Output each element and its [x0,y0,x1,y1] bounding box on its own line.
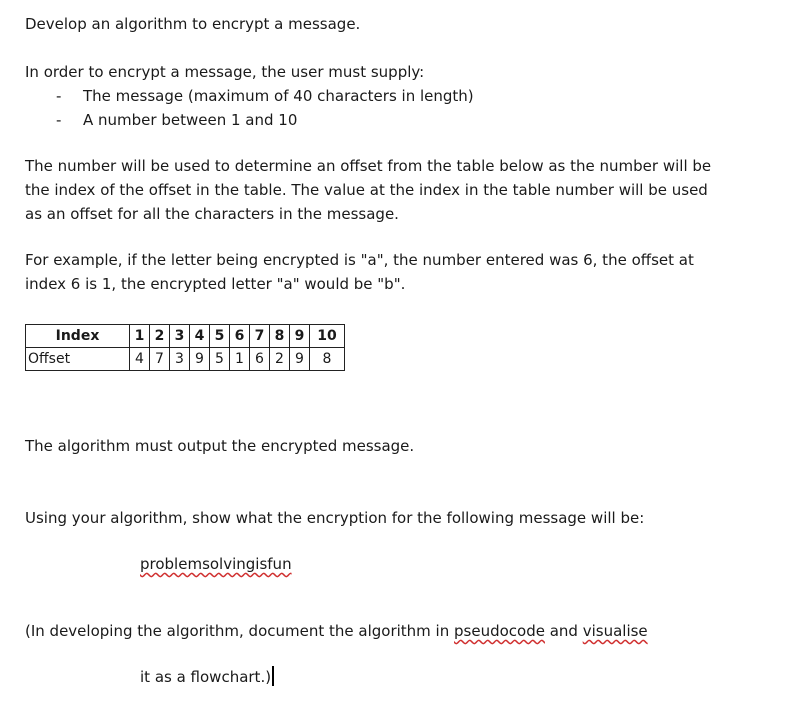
bullet-item-number: A number between 1 and 10 [83,111,298,129]
offset-cell: 8 [310,348,345,371]
sample-message [140,552,292,576]
offset-cell: 5 [210,348,230,371]
pseudocode-word: pseudocode [454,622,545,640]
offset-header-cell: Offset [26,348,130,371]
intro-text: In order to encrypt a message, the user must supply: [25,63,425,81]
index-cell: 9 [290,325,310,348]
index-cell: 4 [190,325,210,348]
paragraph-line: The number will be used to determine an offset from the table below as the number will be [25,157,712,175]
offset-cell: 3 [170,348,190,371]
bullet-dash: - [56,87,62,105]
bullet-item-message: The message (maximum of 40 characters in length) [83,87,474,105]
table-row-index [26,325,345,348]
offset-cell: 6 [250,348,270,371]
flowchart-instruction-text [140,665,274,689]
using-algorithm-text: Using your algorithm, show what the encryption for the following message will be: [25,509,645,527]
text-cursor[interactable] [272,666,274,686]
index-cell: 5 [210,325,230,348]
table-row-offset [26,348,345,371]
index-cell: 10 [310,325,345,348]
paragraph-line: the index of the offset in the table. The value at the index in the table number will be used [25,181,708,199]
paragraph-line: For example, if the letter being encrypted is "a", the number entered was 6, the offset at [25,251,694,269]
offset-cell: 2 [270,348,290,371]
flowchart-text: it as a flowchart.) [140,668,272,686]
offset-cell: 4 [130,348,150,371]
index-header-cell: Index [26,325,130,348]
document-title: Develop an algorithm to encrypt a message. [25,15,361,33]
offset-table [25,324,345,371]
index-cell: 1 [130,325,150,348]
offset-cell: 7 [150,348,170,371]
develop-text-part: and [544,622,583,640]
bullet-dash: - [56,111,62,129]
sample-message-text: problemsolvingisfun [140,555,292,573]
index-cell: 2 [150,325,170,348]
paragraph-line: as an offset for all the characters in the message. [25,205,399,223]
index-cell: 6 [230,325,250,348]
visualise-word: visualise [582,622,648,640]
index-cell: 7 [250,325,270,348]
index-cell: 8 [270,325,290,348]
offset-cell: 9 [290,348,310,371]
offset-cell: 9 [190,348,210,371]
offset-cell: 1 [230,348,250,371]
index-cell: 3 [170,325,190,348]
develop-instruction-text [25,619,648,643]
paragraph-line: index 6 is 1, the encrypted letter "a" would be "b". [25,275,406,293]
develop-text-part: (In developing the algorithm, document the algorithm in [25,622,454,640]
output-requirement-text: The algorithm must output the encrypted message. [25,437,415,455]
